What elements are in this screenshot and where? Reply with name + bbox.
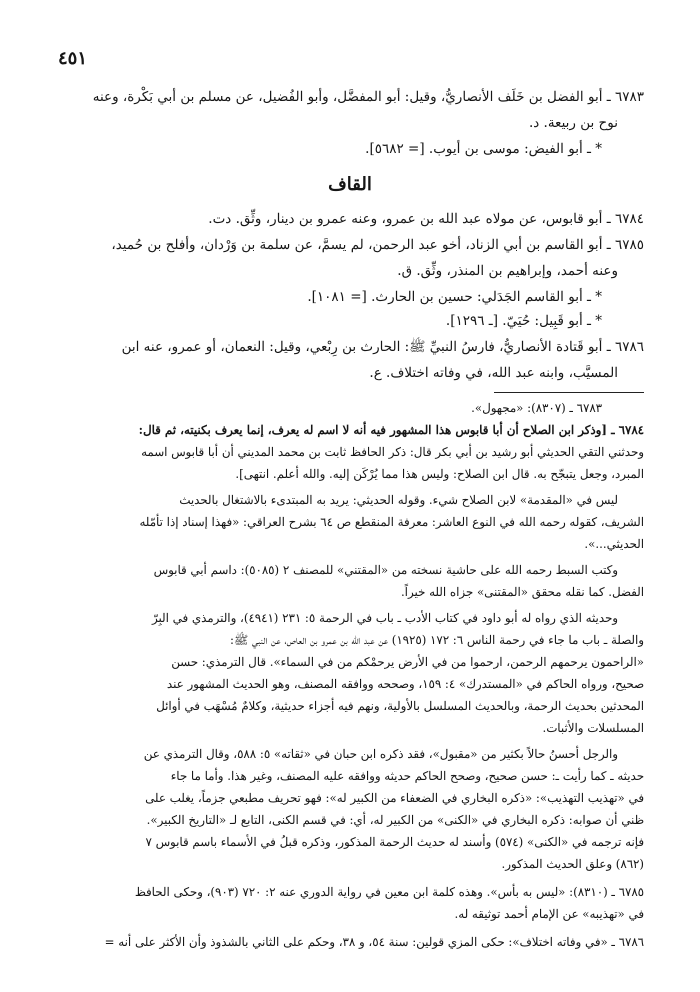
crossref-abu-alfayd: * ـ أبو الفيض: موسى بن أيوب. [= ٥٦٨٢].: [365, 141, 602, 157]
section-title: القاف: [328, 174, 372, 195]
entry-6785-line-1: ٦٧٨٥ ـ أبو القاسم بن أبي الزناد، أخو عبد الرحمن، لم يسمَّ، عن سلمة بن وَرْدان، وأفلح بن حُميد،: [111, 237, 644, 253]
note-6786-line-1: ٦٧٨٦ ـ «في وفاته اختلاف»: حكى المزي قولين: سنة ٥٤، و ٣٨، وحكم على الثاني بالشذوذ وأن الأكثر على أنه =: [104, 935, 644, 949]
note-6784-line-2: وحدثني التقي الحديثي أبو رشيد بن أبي بكر قال: ذكر الحافظ ثابت بن محمد المديني أن أبا قابوس اسمه: [141, 445, 644, 459]
note-6784-line-1: ٦٧٨٤ ـ [وذكر ابن الصلاح أن أبا قابوس هذا المشهور فيه أنه لا اسم له يعرف، إنما يعرف بكنيته، ثم قال:: [138, 423, 644, 437]
note-6784-line-11: «الراحمون يرحمهم الرحمن، ارحموا من في الأرض يرحمْكم من في السماء». قال الترمذي: حسن: [171, 655, 644, 669]
footnote-separator: [494, 392, 644, 393]
note-6784-line-20: (٨٦٢) وعلق الحديث المذكور.: [501, 857, 644, 871]
entry-6786-line-1: ٦٧٨٦ ـ أبو قَتادة الأنصاريُّ، فارسُ النبيِّ ﷺ: الحارث بن رِبْعي، وقيل: النعمان، أو عمرو، عنه ابن: [121, 339, 644, 355]
note-6785-line-2: في «تهذيبه» عن الإمام أحمد توثيقه له.: [454, 907, 644, 921]
note-6784-line-10: والصلة ـ باب ما جاء في رحمة الناس ٦: ١٧٢ (١٩٢٥) عن عبد الله بن عمرو بن العاص، عن النبي ﷺ:: [230, 633, 644, 647]
page-number: ٤٥١: [58, 48, 88, 69]
entry-6786-line-2: المسيَّب، وابنه عبد الله، في وفاته اختلاف. ع.: [369, 365, 618, 381]
note-6784-line-3: المبرد، وجعل يتبجّح به. قال ابن الصلاح: وليس هذا مما يُرْكَن إليه. والله أعلم. انتهى].: [235, 467, 644, 481]
note-6783: ٦٧٨٣ ـ (٨٣٠٧): «مجهول».: [471, 401, 602, 415]
note-6784-line-14: المسلسلات والأثبات.: [542, 721, 644, 735]
entry-6784: ٦٧٨٤ ـ أبو قابوس، عن مولاه عبد الله بن عمرو، وعنه عمرو بن دينار، وثِّق. دت.: [208, 211, 644, 227]
note-6784-line-16: حديثه ـ كما رأيت ـ: حسن صحيح، وصحح الحاكم حديثه ووافقه عليه المصنف، وغير هذا. وأما ما جاء: [170, 769, 644, 783]
crossref-abu-qabil: * ـ أبو قَبِيل: حُيَيّ. [ـ ١٢٩٦].: [445, 313, 602, 329]
note-6784-line-9: وحديثه الذي رواه له أبو داود في كتاب الأدب ـ باب في الرحمة ٥: ٢٣١ (٤٩٤١)، والترمذي في البِرّ: [151, 611, 618, 625]
note-6784-line-19: فإنه ترجمه في «الكنى» (٥٧٤) وأسند له حديث الرحمة المذكور، وذكره قبلُ في الأسماء باسم قابوس ٧: [145, 835, 644, 849]
note-6785-line-1: ٦٧٨٥ ـ (٨٣١٠): «ليس به بأس». وهذه كلمة ابن معين في رواية الدوري عنه ٢: ٧٢٠ (٩٠٣)، وحكى الحافظ: [134, 885, 644, 899]
note-6784-line-7: وكتب السبط رحمه الله على حاشية نسخته من «المقتني» للمصنف ٢ (٥٠٨٥): داسم أبي قابوس: [153, 563, 618, 577]
note-6784-line-12: صحيح، ورواه الحاكم في «المستدرك» ٤: ١٥٩، وصححه ووافقه المصنف، وهو الحديث المشهور عند: [166, 677, 644, 691]
note-6784-line-5: الشريف، كقوله رحمه الله في النوع العاشر: معرفة المنقطع ص ٦٤ بشرح العراقي: «فهذا إسناد إذا تأمّله: [139, 515, 644, 529]
note-6784-line-17: في «تهذيب التهذيب»: «ذكره البخاري في الضعفاء من الكبير له»: فهو تحريف مطبعي جزماً، يغلب على: [145, 791, 644, 805]
crossref-abu-alqasim-aljadali: * ـ أبو القاسم الجَدَلي: حسين بن الحارث. [= ١٠٨١].: [307, 289, 602, 305]
note-6784-line-8: الفضل. كما نقله محقق «المقتنى» جزاه الله خيراً.: [400, 585, 644, 599]
note-6784-line-6: الحديثي...».: [584, 537, 644, 551]
note-6784-line-13: المحدثين بحديث الرحمة، وبالحديث المسلسل بالأولية، ونهم فيه أجزاء حديثية، وكلامٌ مُسْهَب في أوائل: [156, 699, 644, 713]
entry-6785-line-2: وعنه أحمد، وإبراهيم بن المنذر، وثِّق. ق.: [397, 263, 618, 279]
note-6784-line-18: ظني أن صوابه: ذكره البخاري في «الكنى» من الكبير له، أي: في قسم الكنى، التابع لـ «التاريخ الكبير».: [146, 813, 644, 827]
entry-6783-line-1: ٦٧٨٣ ـ أبو الفضل بن خَلَف الأنصاريُّ، وقيل: أبو المفضَّل، وأبو الفُضيل، عن مسلم بن أبي بَكْرة، وعنه: [92, 89, 644, 105]
note-6784-line-15: والرجل أحسنُ حالاً بكثير من «مقبول»، فقد ذكره ابن حبان في «ثقاته» ٥: ٥٨٨، وقال الترمذي عن: [143, 747, 618, 761]
entry-6783-line-2: نوح بن ربيعة. د.: [528, 115, 618, 131]
note-6784-line-4: ليس في «المقدمة» لابن الصلاح شيء. وقوله الحديثي: يريد به المبتدىء بالاشتغال بالحديث: [179, 493, 618, 507]
